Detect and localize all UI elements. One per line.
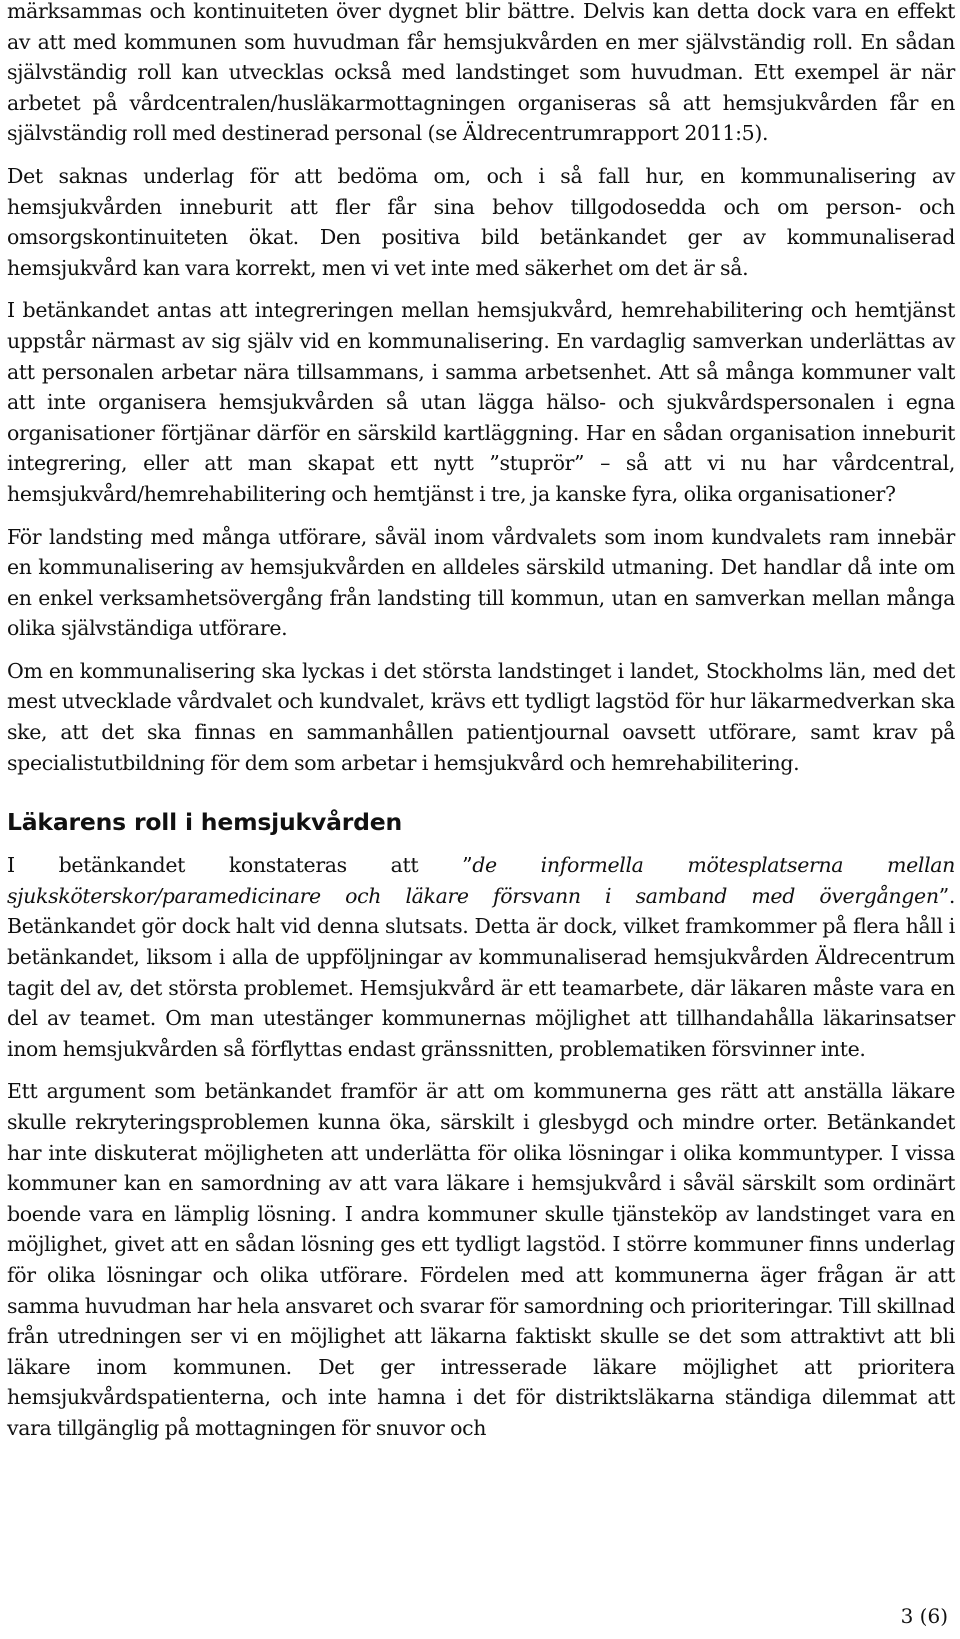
paragraph-integration: I betänkandet antas att integreringen mellan hemsjukvård, hemrehabilitering och hemtjänst uppstår närmast av sig själv vid en kommunalisering. En vardaglig samverkan underlättas av att personalen arbetar nära tillsammans, i samma arbetsenhet. Att så många kommuner valt att inte organisera hemsjukvården så utan lägga hälso- och sjukvårdspersonalen i egna organisationer förtjänar därför en särskild kartläggning. Har en sådan organisation inneburit integrering, eller att man skapat ett nytt ”stuprör” – så att vi nu har vårdcentral, hemsjukvård/hemrehabilitering och hemtjänst i tre, ja kanske fyra, olika organisationer?: [7, 298, 955, 506]
paragraph-lack-of-evidence: Det saknas underlag för att bedöma om, och i så fall hur, en kommunalisering av hemsjukvården inneburit att fler får sina behov tillgodosedda och om person- och omsorgskontinuiteten ökat. Den positiva bild betänkandet ger av kommunaliserad hemsjukvård kan vara korrekt, men vi vet inte med säkerhet om det är så.: [7, 163, 955, 280]
section-heading: Läkarens roll i hemsjukvården: [7, 808, 403, 837]
paragraph-recruitment: Ett argument som betänkandet framför är att om kommunerna ges rätt att anställa läkare skulle rekryteringsproblemen kunna öka, särskilt i glesbygd och mindre orter. Betänkandet har inte diskuterat möjligheten att underlätta för olika lösningar i olika kommuntyper. I vissa kommuner kan en samordning av att vara läkare i hemsjukvård i såväl särskilt som ordinärt boende vara en lämplig lösning. I andra kommuner skulle tjänsteköp av landstinget vara en möjlighet, givet att en sådan lösning ges ett tydligt lagstöd. I större kommuner finns underlag för olika lösningar och olika utförare. Fördelen med att kommunerna äger frågan är att samma huvudman har hela ansvaret och svarar för samordning och prioriteringar. Till skillnad från utredningen ser vi en möjlighet att läkarna faktiskt skulle se det som attraktivt att bli läkare inom kommunen. Det ger intresserade läkare möjlighet att prioritera hemsjukvårdspatienterna, och inte hamna i det för distriktsläkarna ständiga dilemmat att vara tillgänglig på mottagningen för snuvor och: [7, 1079, 955, 1440]
quote-intro: I betänkandet konstateras att ”: [7, 853, 473, 878]
quote-rest: ”. Betänkandet gör dock halt vid denna slutsats. Detta är dock, vilket framkommer på flera håll i betänkandet, liksom i alla de uppföljningar av kommunaliserad hemsjukvården Äldrecentrum tagit del av, det största problemet. Hemsjukvård är ett teamarbete, där läkaren måste vara en del av teamet. Om man utestänger kommunernas möjlighet att tillhandahålla läkarinsatser inom hemsjukvården så förflyttas endast gränssnitten, problematiken försvinner inte.: [7, 883, 955, 1061]
paragraph-county-councils: För landsting med många utförare, såväl inom vårdvalets som inom kundvalets ram innebär en kommunalisering av hemsjukvården en alldeles särskild utmaning. Det handlar då inte om en enkel verksamhetsövergång från landsting till kommun, utan en samverkan mellan många olika självständiga utförare.: [7, 524, 955, 641]
paragraph-meeting-places: [7, 850, 955, 1064]
paragraph-continuity: märksammas och kontinuiteten över dygnet blir bättre. Delvis kan detta dock vara en effekt av att med kommunen som huvudman får hemsjukvården en mer självständig roll. En sådan självständig roll kan utvecklas också med landstinget som huvudman. Ett exempel är när arbetet på vårdcentralen/husläkarmottagningen organiseras så att hemsjukvården får en självständig roll med destinerad personal (se Äldrecentrumrapport 2011:5).: [7, 0, 955, 146]
document-page: [7, 0, 955, 1444]
page-number: 3 (6): [900, 1604, 948, 1628]
paragraph-stockholm: Om en kommunalisering ska lyckas i det största landstinget i landet, Stockholms län, med det mest utvecklade vårdvalet och kundvalet, krävs ett tydligt lagstöd för hur läkarmedverkan ska ske, att det ska finnas en sammanhållen patientjournal oavsett utförare, samt krav på specialistutbildning för dem som arbetar i hemsjukvård och hemrehabilitering.: [7, 658, 955, 775]
quoted-text: de informella mötesplatserna mellan sjuksköterskor/paramedicinare och läkare försvann i samband med övergången: [7, 853, 955, 908]
